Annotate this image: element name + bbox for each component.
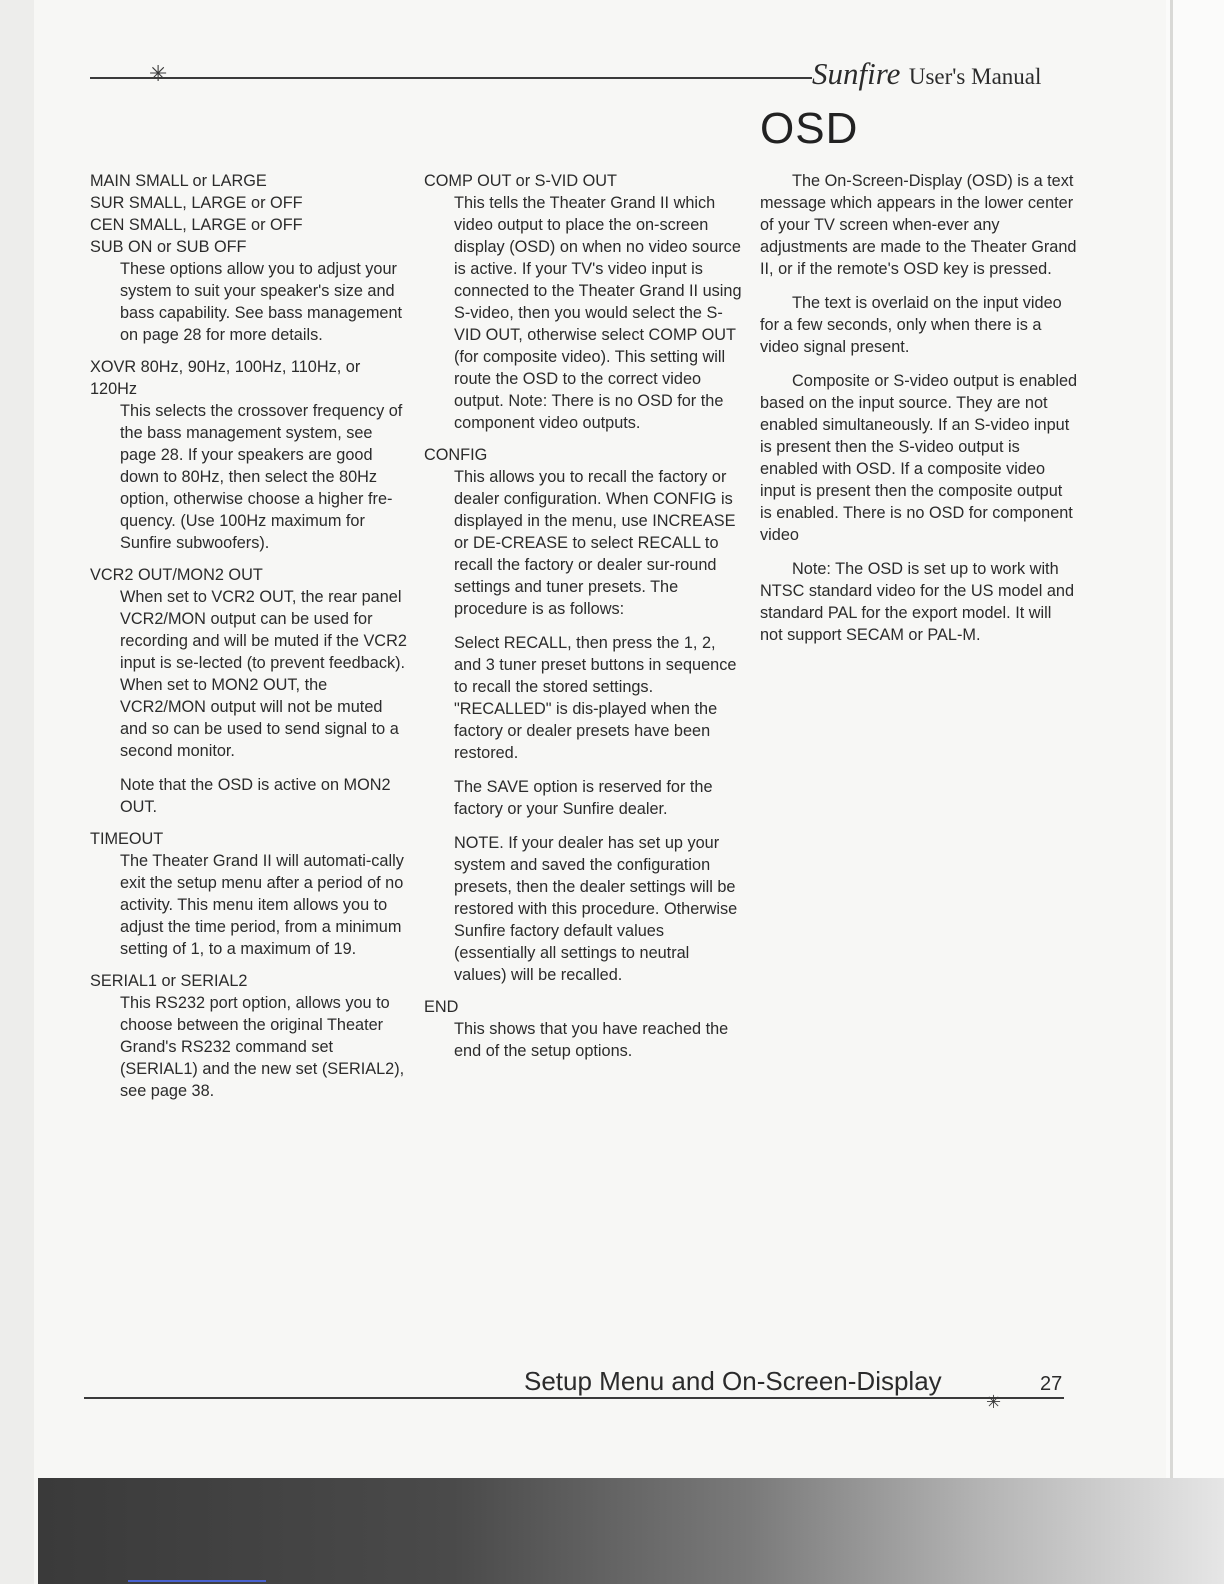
column-2	[424, 170, 742, 1072]
entry-paragraph: The SAVE option is reserved for the factory or your Sunfire dealer.	[454, 778, 713, 818]
osd-paragraph: The text is overlaid on the input video for a few seconds, only when there is a video signal present.	[760, 294, 1062, 356]
entry-body	[120, 850, 410, 960]
entry-paragraph: When set to VCR2 OUT, the rear panel VCR2/MON output can be used for recording and will be muted if the VCR2 input is se-lected (to prevent feedback). When set to MON2 OUT, the VCR2/MON output will not be muted and so can be used to send signal to a second monitor.	[120, 588, 407, 760]
menu-entry	[424, 170, 742, 434]
scan-shadow	[38, 1478, 1224, 1584]
column-3	[760, 170, 1078, 658]
page-number: 27	[1040, 1373, 1063, 1395]
menu-entry	[424, 996, 742, 1062]
menu-entry	[90, 170, 410, 346]
column-1	[90, 170, 410, 1112]
entry-paragraph: This RS232 port option, allows you to choose between the original Theater Grand's RS232 command set (SERIAL1) and the new set (SERIAL2), see page 38.	[120, 994, 405, 1100]
entry-paragraph: Note that the OSD is active on MON2 OUT.	[120, 776, 391, 816]
entry-paragraph: This selects the crossover frequency of the bass management system, see page 28. If your speakers are good down to 80Hz, then select the 80Hz option, otherwise choose a higher fre-quency. (Use 100Hz maximum for Sunfire subwoofers).	[120, 402, 403, 552]
section-title: OSD	[760, 104, 859, 153]
entry-body	[454, 192, 742, 434]
entry-body	[454, 1018, 742, 1062]
header-rule	[90, 77, 812, 79]
osd-paragraph: Composite or S-video output is enabled based on the input source. They are not enabled simultaneously. If an S-video input is present then the S-video output is enabled with OSD. If a composite video input is present then the composite output is enabled. There is no OSD for component video	[760, 372, 1078, 544]
scan-left-margin	[0, 0, 34, 1584]
osd-paragraph: Note: The OSD is set up to work with NTSC standard video for the US model and standard PAL for the export model. It will not support SECAM or PAL-M.	[760, 560, 1075, 644]
scan-right-margin	[1166, 0, 1224, 1584]
entry-body	[120, 586, 410, 818]
menu-entry	[90, 970, 410, 1102]
footer-star-ornament-icon: ✳	[986, 1392, 1002, 1413]
header-manual-label: User's Manual	[908, 64, 1042, 89]
entry-paragraph: This shows that you have reached the end of the setup options.	[454, 1020, 729, 1060]
entry-body	[120, 992, 410, 1102]
menu-entry	[90, 356, 410, 554]
entry-body	[120, 400, 410, 554]
entry-paragraph: This allows you to recall the factory or dealer configuration. When CONFIG is displayed in the menu, use INCREASE or DE-CREASE to select RECALL to recall the factory or dealer sur-round settings and tuner presets. The procedure is as follows:	[454, 468, 736, 618]
running-header	[812, 56, 1041, 92]
entry-heading: END	[424, 998, 459, 1016]
entry-body	[120, 258, 410, 346]
entry-paragraph: The Theater Grand II will automati-cally exit the setup menu after a period of no activity. This menu item allows you to adjust the time period, from a minimum setting of 1, to a maximum of 19.	[120, 852, 404, 958]
entry-paragraph: Select RECALL, then press the 1, 2, and 3 tuner preset buttons in sequence to recall the stored settings. "RECALLED" is dis-played when the factory or dealer presets have been restored.	[454, 634, 737, 762]
scan-right-edge-line	[1170, 0, 1173, 1480]
menu-entry	[90, 828, 410, 960]
header-brand: Sunfire	[812, 56, 901, 91]
entry-heading: VCR2 OUT/MON2 OUT	[90, 566, 263, 584]
entry-paragraph: NOTE. If your dealer has set up your system and saved the configuration presets, then the dealer settings will be restored with this procedure. Otherwise Sunfire factory default values (essentially all settings to neutral values) will be recalled.	[454, 834, 738, 984]
footer-section-title: Setup Menu and On-Screen-Display	[524, 1366, 942, 1396]
entry-heading: TIMEOUT	[90, 830, 164, 848]
osd-paragraph: The On-Screen-Display (OSD) is a text message which appears in the lower center of your TV screen when-ever any adjustments are made to the Theater Grand II, or if the remote's OSD key is pressed.	[760, 172, 1077, 278]
entry-heading: SERIAL1 or SERIAL2	[90, 972, 248, 990]
entry-heading: XOVR 80Hz, 90Hz, 100Hz, 110Hz, or 120Hz	[90, 358, 361, 398]
entry-paragraph: These options allow you to adjust your system to suit your speaker's size and bass capability. See bass management on page 28 for more details.	[120, 260, 403, 344]
entry-heading: MAIN SMALL or LARGE SUR SMALL, LARGE or OFF CEN SMALL, LARGE or OFF SUB ON or SUB OFF	[90, 172, 303, 256]
entry-paragraph: This tells the Theater Grand II which video output to place the on-screen display (OSD) on when no video source is active. If your TV's video input is connected to the Theater Grand II using S-video, then you would select the S-VID OUT, otherwise select COMP OUT (for composite video). This setting will route the OSD to the correct video output. Note: There is no OSD for the component video outputs.	[454, 194, 742, 432]
scan-artifact-line	[128, 1580, 266, 1582]
entry-heading: COMP OUT or S-VID OUT	[424, 172, 617, 190]
menu-entry	[90, 564, 410, 818]
entry-body	[454, 466, 742, 986]
entry-heading: CONFIG	[424, 446, 488, 464]
menu-entry	[424, 444, 742, 986]
header-star-ornament-icon: ✳	[149, 62, 168, 87]
footer-rule	[84, 1397, 1064, 1399]
